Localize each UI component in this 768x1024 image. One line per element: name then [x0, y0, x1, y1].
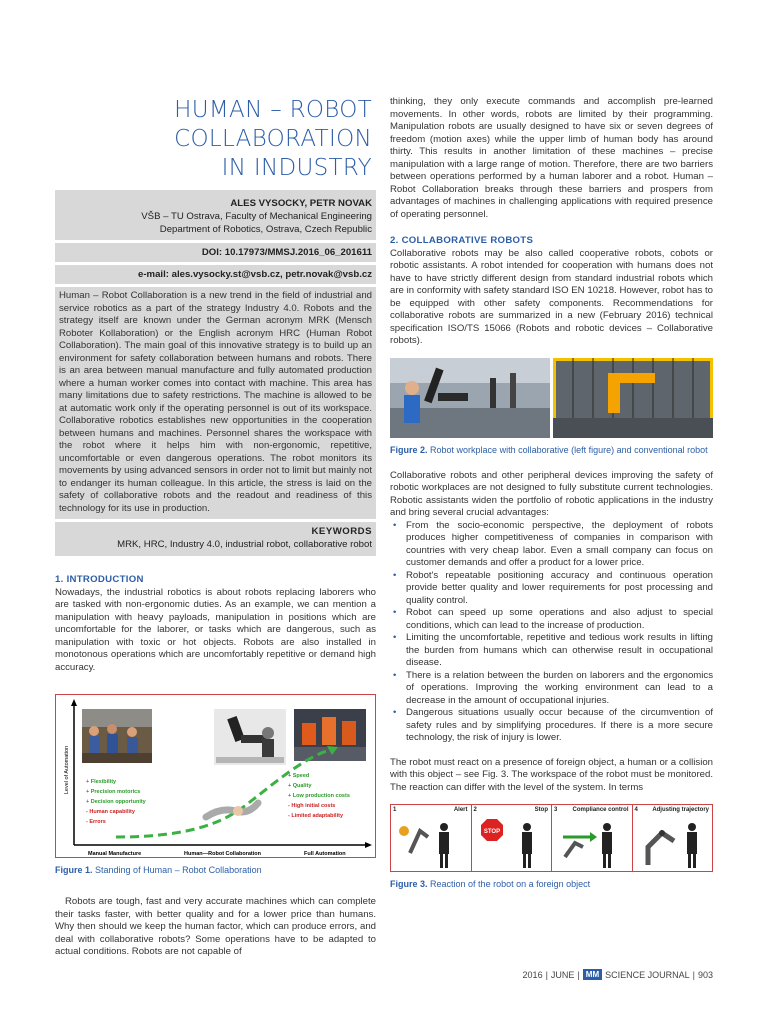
section-2: [390, 235, 713, 348]
section-2-text: Collaborative robots may be also called cooperative robots, cobots or robotic assistants. A robot intended for cooperation with humans does not have to have strictly different design from standard industrial robots which are in conformity with safety standard ISO EN 10218. However, robot has to be equipped with other safety components. Recommendations for collaborative robots are summarized in a new (February 2016) technical specification ISO/TS 15066 (Robots and robotic devices – Collaborative robots).: [390, 247, 713, 346]
keywords-block: [55, 522, 376, 556]
section-1: [55, 574, 376, 674]
list-item: • Dangerous situations usually occur because of the circumvention of safety rules and by simplifying procedures. If there is a more secure technology, the risk of injury is lower.: [390, 707, 713, 745]
left-item: + Precision motorics: [86, 789, 141, 795]
photo-manual: [82, 709, 152, 763]
advantages-list: [390, 520, 713, 745]
photo-conventional-robot: [553, 358, 713, 438]
figure-2-label: Figure 2.: [390, 444, 428, 455]
right-item: + Quality: [288, 783, 312, 789]
section-2-title: 2. COLLABORATIVE ROBOTS: [390, 235, 534, 246]
fig3-panel-stop: [472, 805, 553, 871]
panel-number: 2: [473, 807, 477, 813]
footer-separator: |: [577, 969, 580, 980]
panel-number: 4: [634, 807, 638, 813]
x-label: Human—Robot Collaboration: [184, 851, 261, 857]
figure-3-caption: [390, 878, 713, 890]
email: e-mail: ales.vysocky.st@vsb.cz, petr.novak@vsb.cz: [55, 265, 376, 284]
alert-icon: [392, 813, 470, 873]
list-item: • From the socio-economic perspective, the deployment of robots produces higher competitiveness of companies in comparison with countries with very cheap labor. Even a small company can focus on customer demands and offer a product for a lower price.: [390, 520, 713, 570]
trajectory-robot-icon: [634, 813, 712, 873]
panel-number: 3: [554, 807, 558, 813]
left-item: - Human capability: [86, 809, 135, 815]
fig3-panel-trajectory: [633, 805, 713, 871]
title-line-3: IN INDUSTRY: [221, 155, 372, 181]
paragraph-thinking: thinking, they only execute commands and accomplish pre-learned movements. In other words, robots are limited by their programming. Manipulation robots are usually designed to have six or seven degrees of freedom (motion axes) while the upper limb of human body has around thirty. This results in another limitation of these machines – precise manipulation with a large range of motion. Therefore, there are two barriers between operations performed by a human laborer and a robot. Human – Robot Collaboration breaks through these barriers and prospers from advantages of machines in challenging applications with required presence of operating personnel.: [390, 96, 713, 220]
abstract: Human – Robot Collaboration is a new trend in the field of industrial and service robotics as a part of the strategy Industry 4.0. Robots and the strategy itself are known under the German acronym MRK (Mensch Roboter Kollaboration) or the English acronym HRC (Human Robot Collaboration). The main goal of this innovative strategy is to build up an environment for safety collaboration between humans and robots. There is an area between manual manufacture and fully automated production where a human worker comes into contact with machine. This area has many limitations due to safety restrictions. The machine is allowed to be at automatic work only if the operating personnel is out of its workspace. Collaborative robotics establishes new opportunities in the cooperation between humans and machines. Personnel shares the workspace with the robot where it helps him with non-ergonomic, repetitive, uncomfortable or even dangerous operations. The robot monitors its movements by using advanced sensors in order not to limit but mainly not to endanger its human colleague. In this article, the stress is laid on the safety of collaborative robots and the readout and readiness of this technology for its use in production.: [55, 287, 376, 519]
section-1-text: Nowadays, the industrial robotics is about robots replacing laborers who are tasked with non-ergonomic duties. As an example, we can mention a manipulation with heavy payloads, manipulation in positions which are uncomfortable for the laborer, or tasks which are dangerous, such as manipulation with toxic or hot objects. Robots are also installed in monotonous operations which are uncomfortably repetitive or demand high accuracy.: [55, 586, 376, 673]
author-block: [55, 190, 376, 240]
right-item: - High initial costs: [288, 803, 336, 809]
right-column: [390, 96, 713, 890]
photo-automation: [294, 709, 366, 761]
paragraph-reaction: The robot must react on a presence of foreign object, a human or a collision with this object – see Fig. 3. The workspace of the robot must be monitored. The reaction can differ with the level of the system. In terms: [390, 756, 713, 793]
footer-month: JUNE: [550, 969, 575, 980]
right-item: + Speed: [288, 773, 310, 779]
article-title: [55, 96, 376, 183]
figure-3: [390, 804, 713, 872]
x-labels: [88, 851, 346, 857]
figure-1-caption: [55, 864, 376, 876]
x-axis-arrow: [365, 842, 372, 848]
journal-logo: MM: [583, 969, 602, 980]
figure-3-label: Figure 3.: [390, 879, 428, 889]
figure-1-caption-text: Standing of Human – Robot Collaboration: [95, 865, 262, 875]
right-item: + Low production costs: [288, 793, 350, 799]
paragraph-robots-tough: Robots are tough, fast and very accurate machines which can complete their tasks faster, with better quality and for a lower price than humans. Why then should we keep the human factor, which can produce errors, and deal with collaborative robots? Some operations have to be adapted to actual conditions. Robots are not capable of: [55, 896, 376, 957]
title-line-2: COLLABORATION: [174, 126, 372, 152]
y-axis-label: Level of Automation: [64, 745, 70, 795]
photo-collaborative-robot: [390, 358, 550, 438]
figure-3-caption-text: Reaction of the robot on a foreign object: [430, 879, 591, 889]
page-footer: [480, 969, 713, 980]
list-item: • There is a relation between the burden on laborers and the ergonomics of operations. Improving the working environment can lead to a decrease in the amount of occupational injuries.: [390, 670, 713, 708]
title-line-1: HUMAN – ROBOT: [174, 97, 372, 123]
list-item: • Limiting the uncomfortable, repetitive and tedious work results in lifting the burden from humans which can otherwise result in occupational disease.: [390, 632, 713, 670]
fig3-panel-alert: [391, 805, 472, 871]
panel-label: Adjusting trajectory: [652, 807, 709, 813]
photo-collaboration: [214, 709, 286, 765]
left-column: [55, 96, 376, 959]
panel-number: 1: [393, 807, 397, 813]
list-item: • Robot can speed up some operations and also adjust to special conditions, which can lead to the increase of production.: [390, 607, 713, 632]
figure-1-graphic: [56, 695, 376, 858]
panel-label: Stop: [534, 807, 548, 813]
compliance-arrow-icon: [553, 813, 631, 873]
section-1-title: 1. INTRODUCTION: [55, 574, 144, 585]
stop-sign-icon: [473, 813, 551, 873]
left-item: + Flexibility: [86, 779, 117, 785]
fig3-panel-compliance: [552, 805, 633, 871]
x-label: Full Automation: [304, 851, 346, 857]
left-list: [86, 779, 147, 825]
affiliation-1: VŠB – TU Ostrava, Faculty of Mechanical Engineering: [141, 211, 372, 222]
left-item: - Errors: [86, 819, 106, 825]
figure-1: [55, 694, 376, 858]
paragraph-advantages-intro: Collaborative robots and other peripheral devices improving the safety of robotic workplaces are not designed to fully substitute current technologies. Robotic assistants widen the portfolio of robotic applications in the industry and bring several crucial advantages:: [390, 469, 713, 518]
footer-separator: |: [545, 969, 548, 980]
right-list: [288, 773, 350, 819]
figure-2-caption-text: Robot workplace with collaborative (left figure) and conventional robot: [430, 444, 708, 455]
y-axis-arrow: [71, 699, 77, 706]
footer-separator: |: [692, 969, 695, 980]
keywords-title: KEYWORDS: [311, 526, 372, 537]
figure-1-label: Figure 1.: [55, 865, 93, 875]
panel-label: Compliance control: [572, 807, 629, 813]
figure-2: [390, 358, 713, 438]
panel-label: Alert: [453, 807, 468, 813]
keywords: MRK, HRC, Industry 4.0, industrial robot, collaborative robot: [117, 538, 372, 550]
affiliation-2: Department of Robotics, Ostrava, Czech Republic: [159, 224, 372, 235]
footer-year: 2016: [522, 969, 543, 980]
page-number: 903: [697, 969, 713, 980]
figure-2-caption: [390, 444, 713, 456]
list-item: • Robot's repeatable positioning accuracy and continuous operation provide better quality and lower requirements for post processing and quality control.: [390, 570, 713, 608]
right-item: - Limited adaptability: [288, 813, 344, 819]
doi: DOI: 10.17973/MMSJ.2016_06_201611: [55, 243, 376, 262]
footer-journal: SCIENCE JOURNAL: [605, 969, 690, 980]
left-item: + Decision opportunity: [86, 799, 146, 805]
stop-sign-text: STOP: [483, 829, 500, 835]
authors: ALES VYSOCKY, PETR NOVAK: [230, 198, 372, 209]
x-label: Manual Manufacture: [88, 851, 142, 857]
